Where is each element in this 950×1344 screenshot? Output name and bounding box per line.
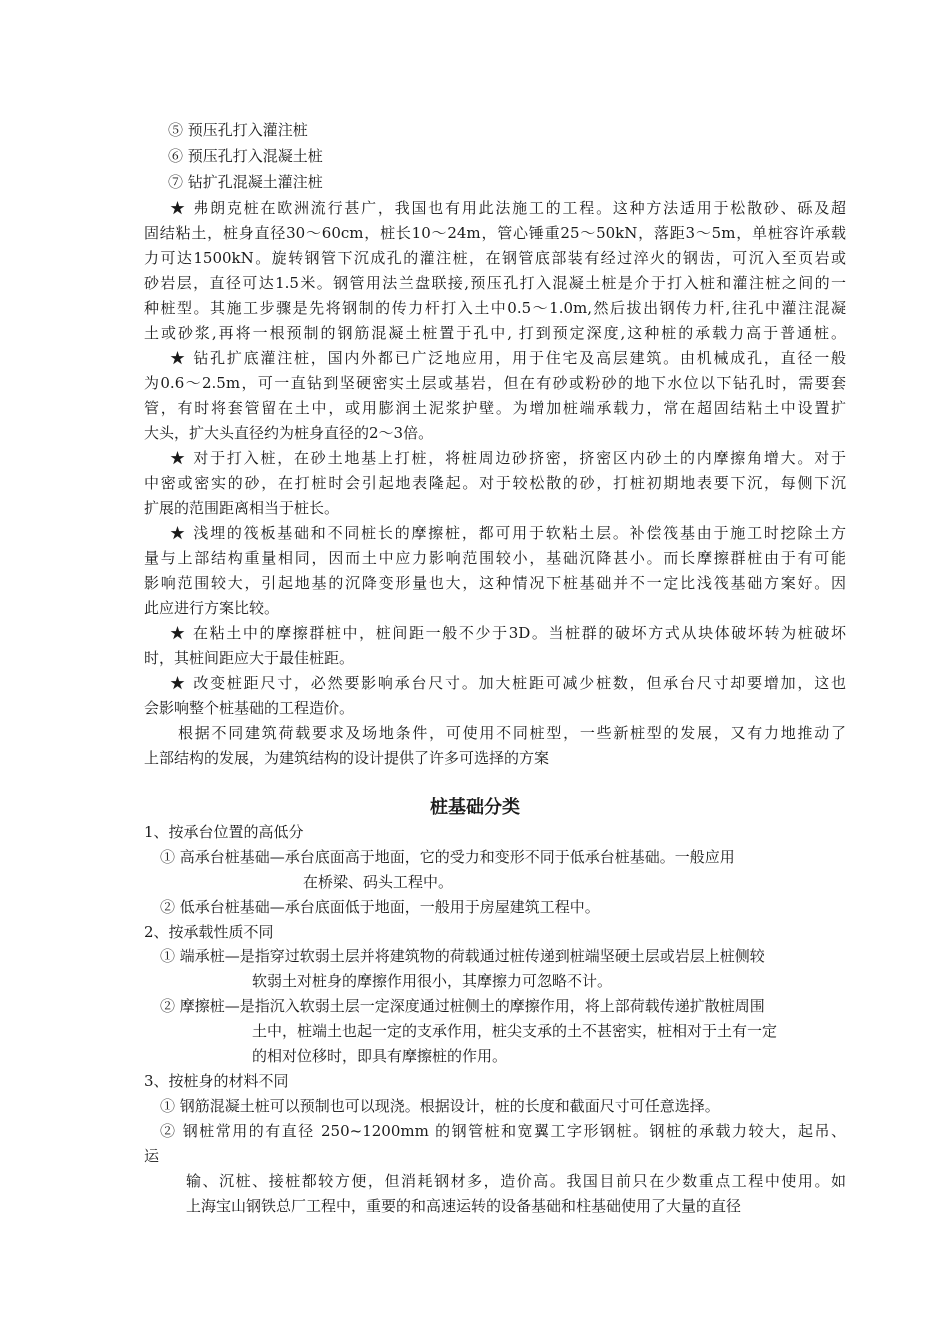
paragraph-line: 此应进行方案比较。 bbox=[144, 599, 280, 617]
paragraph-line: 管，有时将套管留在土中，或用膨润土泥浆护壁。为增加桩端承载力，常在超固结粘土中设置扩 bbox=[144, 399, 846, 417]
section-heading: 1、按承台位置的高低分 bbox=[144, 823, 304, 841]
paragraph-line: 根据不同建筑荷载要求及场地条件，可使用不同桩型，一些新桩型的发展，又有力地推动了 bbox=[178, 724, 846, 742]
paragraph-line: 会影响整个桩基础的工程造价。 bbox=[144, 699, 355, 717]
paragraph-line: 大头，扩大头直径约为桩身直径的2～3倍。 bbox=[144, 424, 434, 442]
list-item: ② 钢桩常用的有直径 250~1200mm 的钢管桩和宽翼工字形钢桩。钢桩的承载力较大，起吊、 bbox=[160, 1122, 846, 1140]
list-item: ⑥ 预压孔打入混凝土桩 bbox=[168, 147, 323, 165]
list-item-continuation: 运 bbox=[144, 1147, 160, 1165]
paragraph-line: ★ 改变桩距尺寸，必然要影响承台尺寸。加大桩距可减少桩数，但承台尺寸却要增加，这也 bbox=[170, 674, 846, 692]
paragraph-line: ★ 弗朗克桩在欧洲流行甚广，我国也有用此法施工的工程。这种方法适用于松散砂、砾及超 bbox=[170, 199, 846, 217]
paragraph-line: 砂岩层，直径可达1.5米。钢管用法兰盘联接,预压孔打入混凝土桩是介于打入桩和灌注桩之间的一 bbox=[144, 274, 846, 292]
paragraph-line: 中密或密实的砂，在打桩时会引起地表隆起。对于较松散的砂，打桩初期地表要下沉，每侧下沉 bbox=[144, 474, 846, 492]
paragraph-line: 量与上部结构重量相同，因而土中应力影响范围较小，基础沉降甚小。而长摩擦群桩由于有可能 bbox=[144, 549, 846, 567]
list-item-continuation: 软弱土对桩身的摩擦作用很小，其摩擦力可忽略不计。 bbox=[252, 972, 613, 990]
paragraph-line: ★ 在粘土中的摩擦群桩中，桩间距一般不少于3D。当桩群的破坏方式从块体破坏转为桩破坏 bbox=[170, 624, 846, 642]
paragraph-line: 为0.6～2.5m，可一直钻到坚硬密实土层或基岩，但在有砂或粉砂的地下水位以下钻孔时，需要套 bbox=[144, 374, 846, 392]
list-item-continuation: 上海宝山钢铁总厂工程中，重要的和高速运转的设备基础和柱基础使用了大量的直径 bbox=[186, 1197, 742, 1215]
list-item-continuation: 输、沉桩、接桩都较方便，但消耗钢材多，造价高。我国目前只在少数重点工程中使用。如 bbox=[186, 1172, 846, 1190]
list-item: ⑤ 预压孔打入灌注桩 bbox=[168, 121, 308, 139]
list-item-continuation: 土中，桩端土也起一定的支承作用，桩尖支承的土不甚密实，桩相对于土有一定 bbox=[252, 1022, 778, 1040]
paragraph-line: 种桩型。其施工步骤是先将钢制的传力杆打入土中0.5～1.0m,然后拔出钢传力杆,往孔中灌注混凝 bbox=[144, 299, 846, 317]
list-item: ⑦ 钻扩孔混凝土灌注桩 bbox=[168, 173, 323, 191]
paragraph-line: 影响范围较大，引起地基的沉降变形量也大，这种情况下桩基础并不一定比浅筏基础方案好。因 bbox=[144, 574, 846, 592]
list-item-continuation: 在桥梁、码头工程中。 bbox=[303, 873, 454, 891]
paragraph-line: ★ 钻孔扩底灌注桩，国内外都已广泛地应用，用于住宅及高层建筑。由机械成孔，直径一般 bbox=[170, 349, 846, 367]
list-item: ① 端承桩—是指穿过软弱土层并将建筑物的荷载通过桩传递到桩端坚硬土层或岩层上桩侧较 bbox=[160, 947, 765, 965]
paragraph-line: 土或砂浆,再将一根预制的钢筋混凝土桩置于孔中, 打到预定深度,这种桩的承载力高于普通桩。 bbox=[144, 324, 846, 342]
paragraph-line: 固结粘土，桩身直径30～60cm，桩长10～24m，管心锤重25～50kN，落距3～5m，单桩容许承载 bbox=[144, 224, 846, 242]
list-item-continuation: 的相对位移时，即具有摩擦桩的作用。 bbox=[252, 1047, 508, 1065]
list-item: ① 钢筋混凝土桩可以预制也可以现浇。根据设计，桩的长度和截面尺寸可任意选择。 bbox=[160, 1097, 720, 1115]
paragraph-line: 力可达1500kN。旋转钢管下沉成孔的灌注桩，在钢管底部装有经过淬火的钢齿，可沉入至页岩或 bbox=[144, 249, 846, 267]
list-item: ① 高承台桩基础—承台底面高于地面，它的受力和变形不同于低承台桩基础。一般应用 bbox=[160, 848, 735, 866]
list-item: ② 摩擦桩—是指沉入软弱土层一定深度通过桩侧土的摩擦作用，将上部荷载传递扩散桩周围 bbox=[160, 997, 765, 1015]
section-title: 桩基础分类 bbox=[430, 797, 520, 818]
paragraph-line: 时，其桩间距应大于最佳桩距。 bbox=[144, 649, 355, 667]
paragraph-line: 扩展的范围距离相当于桩长。 bbox=[144, 499, 340, 517]
section-heading: 3、按桩身的材料不同 bbox=[144, 1072, 289, 1090]
paragraph-line: ★ 对于打入桩，在砂土地基上打桩，将桩周边砂挤密，挤密区内砂土的内摩擦角增大。对于 bbox=[170, 449, 846, 467]
section-heading: 2、按承载性质不同 bbox=[144, 923, 274, 941]
paragraph-line: ★ 浅埋的筏板基础和不同桩长的摩擦桩，都可用于软粘土层。补偿筏基由于施工时挖除土方 bbox=[170, 524, 846, 542]
paragraph-line: 上部结构的发展，为建筑结构的设计提供了许多可选择的方案 bbox=[144, 749, 550, 767]
list-item: ② 低承台桩基础—承台底面低于地面，一般用于房屋建筑工程中。 bbox=[160, 898, 600, 916]
